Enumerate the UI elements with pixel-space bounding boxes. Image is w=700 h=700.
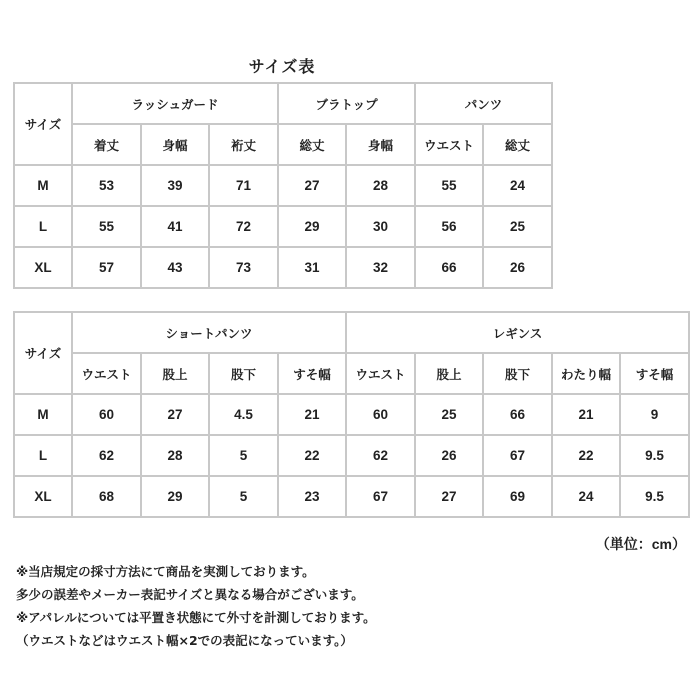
value-cell: 24	[552, 476, 620, 517]
note-line: ※アパレルについては平置き状態にて外寸を計測しております。	[16, 610, 376, 625]
column-header: 裄丈	[209, 124, 278, 165]
table-row	[14, 165, 552, 206]
column-header-row	[14, 353, 689, 394]
table-row	[14, 476, 689, 517]
column-header: ウエスト	[72, 353, 141, 394]
value-cell: 32	[346, 247, 415, 288]
value-cell: 41	[141, 206, 209, 247]
value-cell: 60	[346, 394, 415, 435]
value-cell: 5	[209, 476, 278, 517]
size-cell: L	[14, 206, 72, 247]
value-cell: 25	[415, 394, 483, 435]
value-cell: 55	[72, 206, 141, 247]
column-header: ウエスト	[346, 353, 415, 394]
size-header: サイズ	[14, 312, 72, 394]
value-cell: 67	[346, 476, 415, 517]
size-cell: M	[14, 394, 72, 435]
size-cell: XL	[14, 247, 72, 288]
value-cell: 62	[72, 435, 141, 476]
value-cell: 21	[278, 394, 346, 435]
value-cell: 9.5	[620, 435, 689, 476]
value-cell: 66	[415, 247, 483, 288]
group-header-pants: パンツ	[415, 83, 552, 124]
note-line: （ウエストなどはウエスト幅×2での表記になっています。）	[16, 633, 353, 648]
page-title: サイズ表	[248, 57, 316, 76]
value-cell: 28	[141, 435, 209, 476]
value-cell: 66	[483, 394, 552, 435]
value-cell: 43	[141, 247, 209, 288]
group-header-row	[14, 83, 552, 124]
table-row	[14, 394, 689, 435]
size-table-bottoms	[13, 311, 690, 518]
value-cell: 55	[415, 165, 483, 206]
value-cell: 22	[278, 435, 346, 476]
table-row	[14, 435, 689, 476]
column-header: 股上	[415, 353, 483, 394]
value-cell: 27	[278, 165, 346, 206]
column-header: すそ幅	[620, 353, 689, 394]
group-header-row	[14, 312, 689, 353]
value-cell: 23	[278, 476, 346, 517]
value-cell: 67	[483, 435, 552, 476]
value-cell: 60	[72, 394, 141, 435]
value-cell: 26	[483, 247, 552, 288]
size-table-tops-pants	[13, 82, 553, 289]
value-cell: 29	[141, 476, 209, 517]
value-cell: 69	[483, 476, 552, 517]
value-cell: 28	[346, 165, 415, 206]
column-header: 股下	[483, 353, 552, 394]
notes	[16, 560, 376, 652]
column-header: 股下	[209, 353, 278, 394]
value-cell: 71	[209, 165, 278, 206]
group-header-shortpants: ショートパンツ	[72, 312, 346, 353]
value-cell: 5	[209, 435, 278, 476]
column-header: 身幅	[141, 124, 209, 165]
note-line: 多少の誤差やメーカー表記サイズと異なる場合がございます。	[16, 587, 364, 602]
size-cell: L	[14, 435, 72, 476]
column-header: 総丈	[278, 124, 346, 165]
value-cell: 56	[415, 206, 483, 247]
value-cell: 53	[72, 165, 141, 206]
unit-label: （単位：cm）	[595, 536, 686, 552]
table-row	[14, 247, 552, 288]
group-header-leggings: レギンス	[346, 312, 689, 353]
column-header: 股上	[141, 353, 209, 394]
column-header: 着丈	[72, 124, 141, 165]
column-header: すそ幅	[278, 353, 346, 394]
value-cell: 4.5	[209, 394, 278, 435]
value-cell: 27	[415, 476, 483, 517]
value-cell: 68	[72, 476, 141, 517]
value-cell: 73	[209, 247, 278, 288]
value-cell: 26	[415, 435, 483, 476]
group-header-rashguard: ラッシュガード	[72, 83, 278, 124]
column-header: 身幅	[346, 124, 415, 165]
value-cell: 9	[620, 394, 689, 435]
group-header-bratop: ブラトップ	[278, 83, 415, 124]
value-cell: 9.5	[620, 476, 689, 517]
size-cell: M	[14, 165, 72, 206]
value-cell: 30	[346, 206, 415, 247]
value-cell: 25	[483, 206, 552, 247]
size-cell: XL	[14, 476, 72, 517]
value-cell: 29	[278, 206, 346, 247]
value-cell: 31	[278, 247, 346, 288]
column-header-row	[14, 124, 552, 165]
table-row	[14, 206, 552, 247]
value-cell: 72	[209, 206, 278, 247]
column-header: ウエスト	[415, 124, 483, 165]
column-header: 総丈	[483, 124, 552, 165]
value-cell: 57	[72, 247, 141, 288]
value-cell: 21	[552, 394, 620, 435]
value-cell: 24	[483, 165, 552, 206]
value-cell: 22	[552, 435, 620, 476]
value-cell: 62	[346, 435, 415, 476]
column-header: わたり幅	[552, 353, 620, 394]
value-cell: 27	[141, 394, 209, 435]
value-cell: 39	[141, 165, 209, 206]
size-header: サイズ	[14, 83, 72, 165]
note-line: ※当店規定の採寸方法にて商品を実測しております。	[16, 564, 315, 579]
